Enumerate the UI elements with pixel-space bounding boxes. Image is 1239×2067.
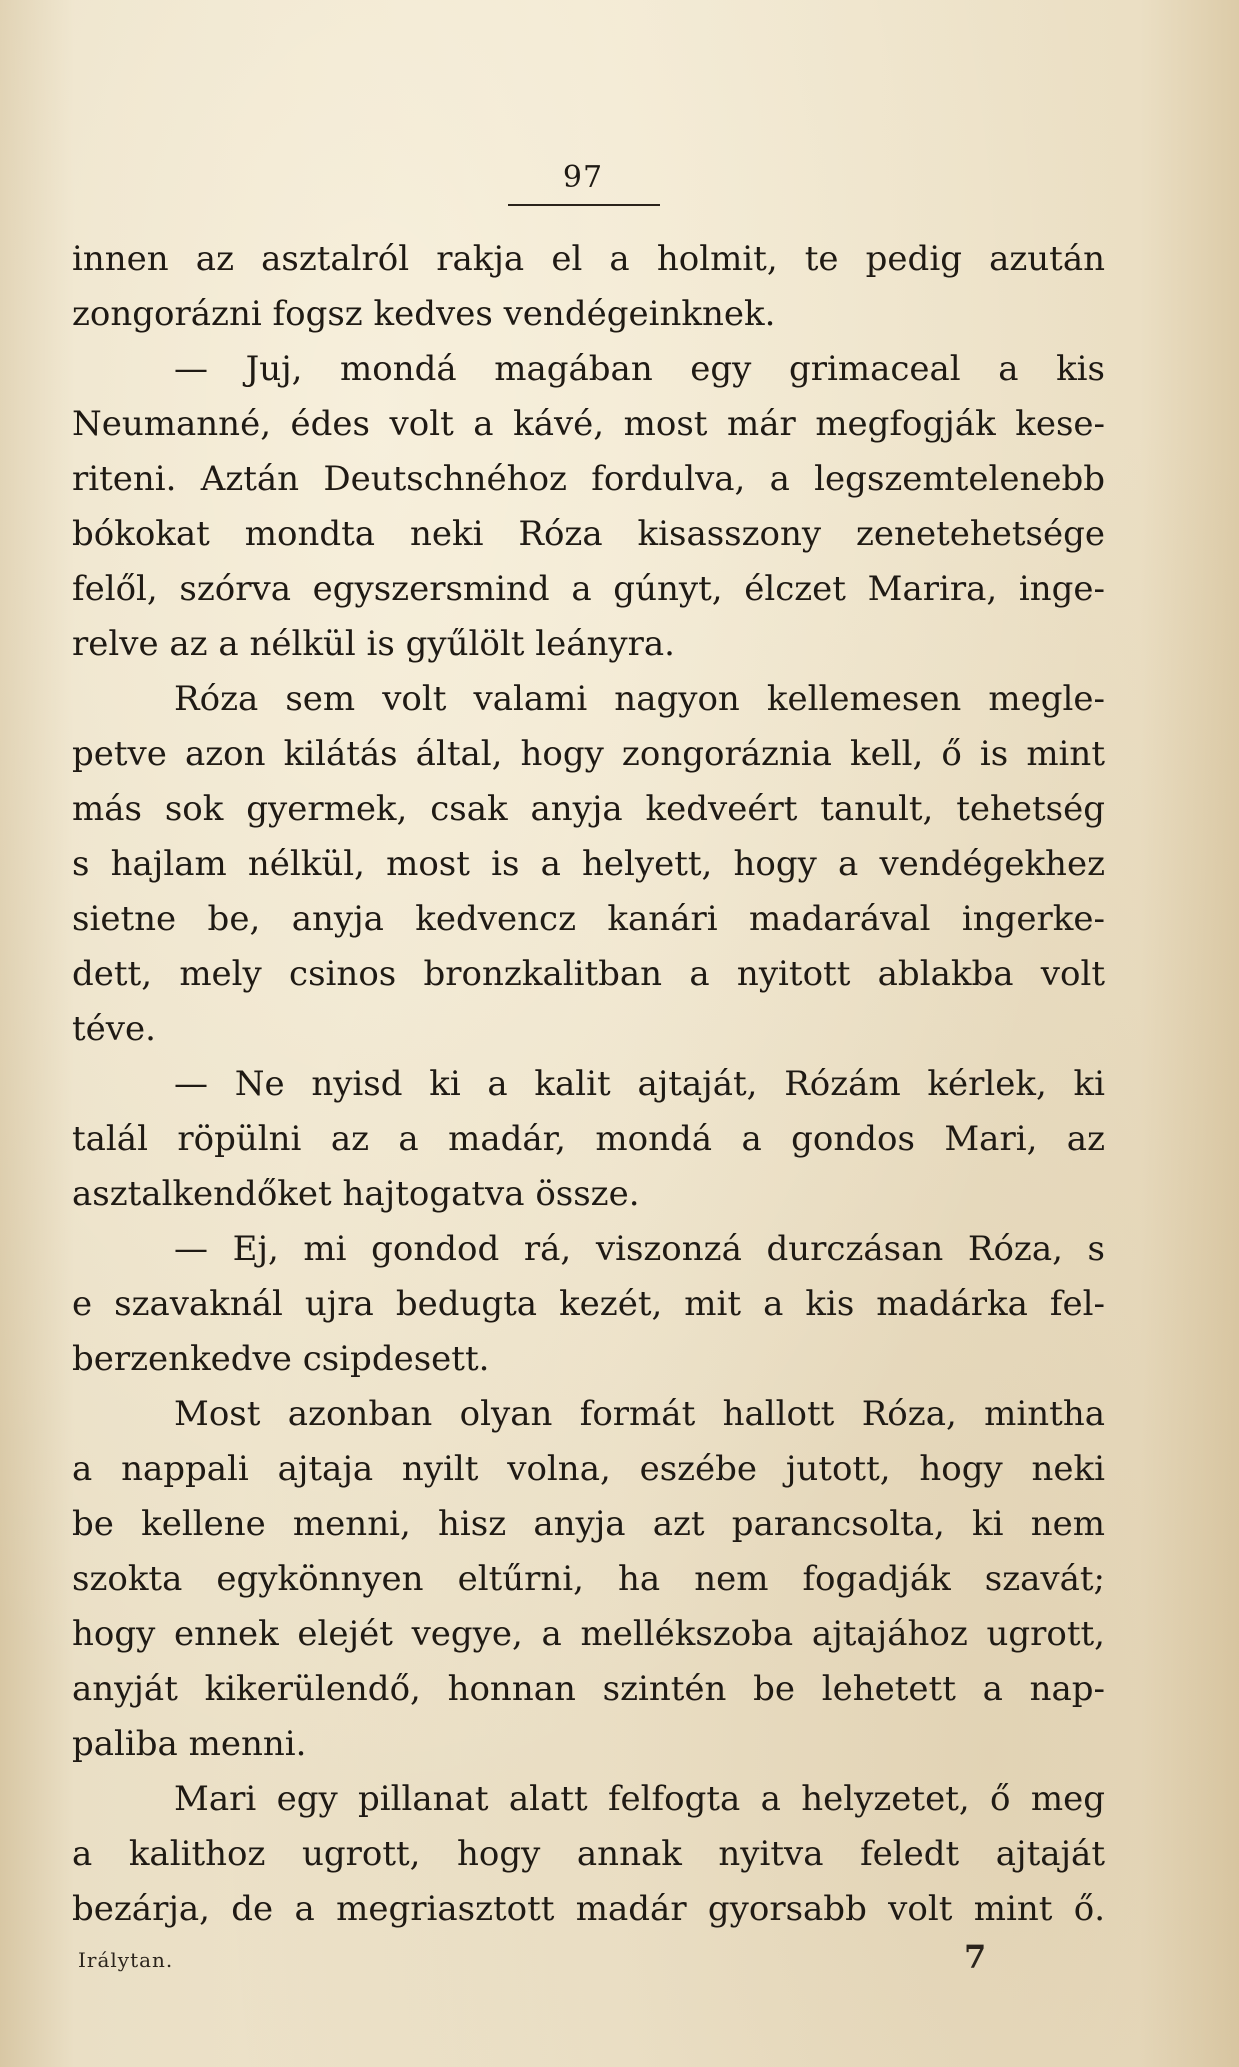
text-line: paliba menni. xyxy=(72,1724,307,1764)
text-line: hogy ennek elejét vegye, a mellékszoba ajtajához ugrott, xyxy=(72,1614,1105,1654)
text-line: Most azonban olyan formát hallott Róza, mintha xyxy=(174,1394,1105,1434)
text-line: riteni. Aztán Deutschnéhoz fordulva, a legszemtelenebb xyxy=(72,459,1105,499)
text-line: téve. xyxy=(72,1009,156,1049)
text-line: asztalkendőket hajtogatva össze. xyxy=(72,1174,640,1214)
text-line: berzenkedve csipdesett. xyxy=(72,1339,490,1379)
text-line: zongorázni fogsz kedves vendégeinknek. xyxy=(72,294,776,334)
text-line: petve azon kilátás által, hogy zongoráznia kell, ő is mint xyxy=(72,734,1105,774)
text-line: anyját kikerülendő, honnan szintén be lehetett a nap- xyxy=(72,1669,1105,1709)
text-line: bezárja, de a megriasztott madár gyorsabb volt mint ő. xyxy=(72,1889,1105,1929)
text-line: innen az asztalról rakja el a holmit, te pedig azután xyxy=(72,239,1105,279)
text-line: szokta egykönnyen eltűrni, ha nem fogadják szavát; xyxy=(72,1559,1105,1599)
text-line: — Juj, mondá magában egy grimaceal a kis xyxy=(174,349,1105,389)
text-line: s hajlam nélkül, most is a helyett, hogy a vendégekhez xyxy=(72,844,1105,884)
text-line: Róza sem volt valami nagyon kellemesen meglе- xyxy=(174,679,1105,719)
page-number-rule xyxy=(508,204,660,206)
text-line: felől, szórva egyszersmind a gúnyt, élczet Marira, inge- xyxy=(72,569,1105,609)
page-number: 97 xyxy=(562,160,604,195)
sheet-number: 7 xyxy=(964,1938,987,1976)
text-line: más sok gyermek, csak anyja kedveért tanult, tehetség xyxy=(72,789,1105,829)
text-line: talál röpülni az a madár, mondá a gondos Mari, az xyxy=(72,1119,1105,1159)
text-line: relve az a nélkül is gyűlölt leányra. xyxy=(72,624,675,664)
text-line: — Ne nyisd ki a kalit ajtaját, Rózám kérlek, ki xyxy=(174,1064,1105,1104)
signature-mark: Irálytan. xyxy=(78,1948,174,1972)
text-line: dett, mely csinos bronzkalitban a nyitott ablakba volt xyxy=(72,954,1105,994)
text-line: Mari egy pillanat alatt felfogta a helyzetet, ő meg xyxy=(174,1779,1105,1819)
text-line: be kellene menni, hisz anyja azt parancsolta, ki nem xyxy=(72,1504,1105,1544)
text-line: a kalithoz ugrott, hogy annak nyitva feledt ajtaját xyxy=(72,1834,1105,1874)
text-line: a nappali ajtaja nyilt volna, eszébe jutott, hogy neki xyxy=(72,1449,1105,1489)
text-line: sietne be, anyja kedvencz kanári madarával ingerke- xyxy=(72,899,1105,939)
text-line: — Ej, mi gondod rá, viszonzá durczásan Róza, s xyxy=(174,1229,1105,1269)
text-line: bókokat mondta neki Róza kisasszony zenetehetsége xyxy=(72,514,1105,554)
text-line: e szavaknál ujra bedugta kezét, mit a kis madárka fel- xyxy=(72,1284,1105,1324)
body-text xyxy=(72,232,1105,1937)
text-line: Neumanné, édes volt a kávé, most már megfogják kese- xyxy=(72,404,1105,444)
